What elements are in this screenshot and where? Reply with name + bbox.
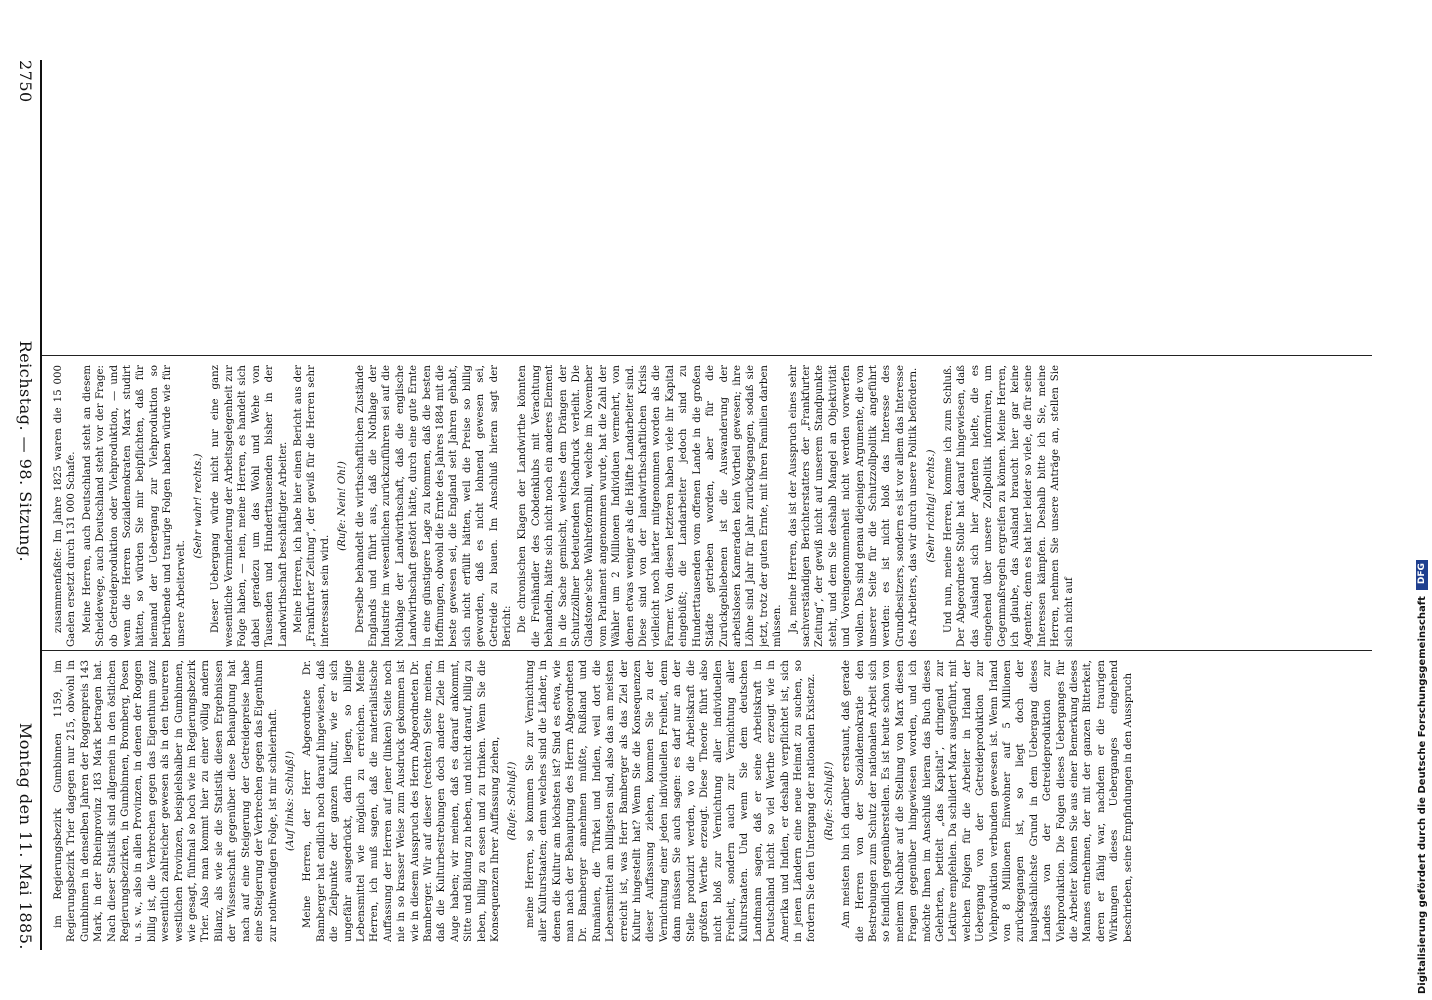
- paragraph: im Regierungsbezirk Gumbinnen 1159, im Regierungsbezirk Trier dagegen nur 215, obwohl in Gumbinnen in denselben Jahren der Roggenpreis 143 Mark, in der Rheinprovinz 183 Mark betragen hat. Nach dieser Statistik sind allgemein in den östlichen Regierungsbezirken, in Gumbinnen, Bromberg, Posen u. s. w., also in allen Provinzen, in denen der Roggen billig ist, die Verbrechen gegen das Eigenthum ganz wesentlich zahlreicher gewesen als in den theureren westlichen Provinzen, beispielshalber in Gumbinnen, wie gesagt, fünfmal so hoch wie im Regierungsbezirk Trier. Also man kommt hier zu einer völlig andern Bilanz, als wie sie die Statistik diesen Ergebnissen der Wissenschaft gegenüber diese Behauptung hat nach auf eine Steigerung der Getreidepreise habe eine Steigerung der Verbrechen gegen das Eigenthum zur nothwendigen Folge, ist mir schleierhaft.: [53, 660, 279, 942]
- paragraph: zusammenfaßte: Im Jahre 1825 waren die 15 000 Gaelen ersetzt durch 131 000 Schafe.: [53, 365, 78, 647]
- column-divider: [42, 355, 1372, 356]
- page-number: 2750: [16, 60, 36, 103]
- paragraph: (Auf links: Schluß!): [284, 751, 296, 851]
- text-column-middle: [52, 365, 1362, 647]
- paragraph: Derselbe behandelt die wirthschaftlichen Zustände Englands und führt aus, daß die Nothlage der Industrie im wesentlichen zurückzuführen sei auf die Nothlage der Landwirthschaft, daß die englische Landwirthschaft gestört hätte, durch eine gute Ernte in eine günstigere Lage zu kommen, daß die besten Hoffnungen, obwohl die Ernte des Jahres 1884 mit die beste gewesen sei, die England seit Jahren gehabt, sich nicht erfüllt hätten, weil die Preise so billig geworden, daß es nicht lohnend gewesen sei, Getreide zu bauen. Im Anschluß hieran sagt der Bericht:: [354, 365, 513, 647]
- paragraph: (Rufe: Schluß!): [823, 761, 835, 841]
- paragraph: (Rufe: Nein! Oh!): [337, 461, 349, 551]
- dfg-logo: DFG: [1416, 560, 1428, 590]
- column-divider: [42, 650, 1372, 651]
- paragraph: Meine Herren, der Herr Abgeordnete Dr. Bamberger hat endlich noch darauf hingewiesen, daß die Zielpunkte der ganzen Kultur, wie er sich ungefähr ausgedrückt, darin liegen, so billige Lebensmittel wie möglich zu erreichen. Meine Herren, ich muß sagen, daß die materialistische Auffassung der Herren auf jener (linken) Seite noch nie in so krasser Weise zum Ausdruck gekommen ist wie in diesem Ausspruch des Herrn Abgeordneten Dr. Bamberger. Wir auf dieser (rechten) Seite meinen, daß die Kulturbestrebungen doch andere Ziele im Auge haben; wir meinen, daß es darauf ankommt, Sitte und Bildung zu heben, und nicht darauf, billig zu leben, billig zu essen und zu trinken. Wenn Sie die Konsequenzen Ihrer Auffassung ziehen,: [302, 660, 501, 942]
- session-date: Montag den 11. Mai 1885.: [16, 722, 36, 950]
- paragraph: Dieser Uebergang würde nicht nur eine ganz wesentliche Verminderung der Arbeitsgelegenheit zur Folge haben, — nein, meine Herren, es handelt sich dabei geradezu um das Wohl und Wehe von Tausenden und Hunderttausenden bisher in der Landwirthschaft beschäftigter Arbeiter.: [210, 365, 289, 647]
- paragraph: meine Herren, so kommen Sie zur Vernichtung aller Kulturstaaten; denn welches sind die Länder, in denen die Kultur am höchsten ist? Sind es etwa, wie man nach der Behauptung des Herrn Abgeordneten Dr. Bamberger annehmen müßte, Rußland und Rumänien, die Türkei und Indien, weil dort die Lebensmittel am billigsten sind, also das am meisten erreicht ist, was Herr Bamberger als das Ziel der Kultur hingestellt hat? Wenn Sie die Konsequenzen dieser Auffassung ziehen, kommen Sie zu der Vernichtung einer jeden individuellen Freiheit, denn dann müssen Sie auch sagen: es darf nur an der Stelle produzirt werden, wo die Arbeitskraft die größten Werthe erzeugt. Diese Theorie führt also nicht bloß zur Vernichtung aller individuellen Freiheit, sondern auch zur Vernichtung aller Kulturstaaten. Und wenn Sie dem deutschen Landmann sagen, daß er seine Arbeitskraft in Deutschland nicht so viel Werthe erzeugt wie in Amerika und Indien, er deshalb verpflichtet ist, sich in jenen Ländern eine neue Heimat zu suchen, so fordern Sie den Untergang der nationalen Existenz.: [524, 660, 818, 942]
- paragraph: (Sehr wahr! rechts.): [193, 453, 205, 559]
- digitization-note: Digitalisierung gefördert durch die Deutsche Forschungsgemeinschaft: [1416, 596, 1428, 994]
- paragraph: (Rufe: Schluß!): [507, 761, 519, 841]
- paragraph: Am meisten bin ich darüber erstaunt, daß gerade die Herren von der Sozialdemokratie den Bestrebungen zum Schutz der nationalen Arbeit sich so feindlich gegenüberstellen. Es ist heute schon von meinem Nachbar auf die Stellung von Marx diesen Fragen gegenüber hingewiesen worden, und ich möchte Ihnen im Anschluß hieran das Buch dieses Gelehrten, betitelt „das Kapital“, dringend zur Lektüre empfehlen. Da schildert Marx ausgeführt, mit welchen Folgen für die Arbeiter in Irland der Uebergang von der Getreideproduktion zur Viehproduktion verbunden gewesen ist. Wenn Irland von 8 Millionen Einwohner auf 5 Millionen zurückgegangen ist, so liegt doch der hauptsächlichste Grund in dem Uebergang dieses Landes von der Getreideproduktion zur Viehproduktion. Die Folgen dieses Ueberganges für die Arbeiter können Sie aus einer Bemerkung dieses Mannes entnehmen, der mit der ganzen Bitterkeit, deren er fähig war, nachdem er die traurigen Wirkungen dieses Ueberganges eingehend beschrieben, seine Empfindungen in den Ausspruch: [841, 660, 1134, 942]
- paragraph: (Sehr richtig! rechts.): [925, 449, 937, 563]
- paragraph: Meine Herren, ich habe hier einen Bericht aus der „Frankfurter Zeitung“, der gewiß für die Herren sehr interessant sein wird.: [292, 365, 331, 647]
- page-header: [15, 60, 37, 950]
- digitization-footer: [1412, 0, 1432, 1000]
- paragraph: Die chronischen Klagen der Landwirthe könnten die Freihändler des Cobdenklubs mit Verachtung behandeln, hätte sich nicht noch ein anderes Element in die Sache gemischt, welches dem Drängen der Schutzzöllner bedeutenden Nachdruck verleiht. Die Gladstone'sche Wahlreformbill, welche im November vom Parlament angenommen wurde, hat die Zahl der Wähler um 2 Millionen Individuen vermehrt, von denen etwas weniger als die Hälfte Landarbeiter sind. Diese sind von der landwirthschaftlichen Krisis vielleicht noch härter mitgenommen worden als die Farmer. Von diesen letzteren haben viele ihr Kapital eingebüßt; die Landarbeiter jedoch sind zu Hunderttausenden vom offenen Lande in die großen Städte getrieben worden, aber für die Zurückgebliebenen ist die Auswanderung der arbeitslosen Kameraden kein Vortheil gewesen; ihre Löhne sind Jahr für Jahr zurückgegangen, sodaß sie jetzt, trotz der guten Ernte, mit ihren Familien darben müssen.: [517, 365, 784, 647]
- text-column-left: [52, 660, 1362, 942]
- session-title: Reichstag. — 98. Sitzung.: [16, 340, 36, 563]
- paragraph: Und nun, meine Herren, komme ich zum Schluß. Der Abgeordnete Stolle hat darauf hingewiesen, daß das Ausland sich hier Agenten hielte, die es eingehend über unsere Zollpolitik informiren, um Gegenmaßregeln ergreifen zu können. Meine Herren, ich glaube, das Ausland braucht hier gar keine Agenten; denn es hat hier leider so viele, die für seine Interessen kämpfen. Deshalb bitte ich Sie, meine Herren, nehmen Sie unsere Anträge an, stellen Sie sich nicht auf: [943, 365, 1075, 647]
- paragraph: Ja, meine Herren, das ist der Ausspruch eines sehr sachverständigen Berichterstatters der „Frankfurter Zeitung“, der gewiß nicht auf unserem Standpunkte steht, und dem Sie deshalb Mangel an Objektivität und Voreingenommenheit nicht werden vorwerfen wollen. Das sind genau diejenigen Argumente, die von unserer Seite für die Schutzzollpolitik angeführt werden: es ist nicht bloß das Interesse des Grundbesitzers, sondern es ist vor allem das Interesse des Arbeiters, das wir durch unsere Politik befördern.: [787, 365, 920, 647]
- paragraph: Meine Herren, auch Deutschland steht an diesem Scheidewege, auch Deutschland steht vor der Frage: ob Getreideproduktion oder Viehproduktion, — und wenn die Herren Sozialdemokraten Marx studirt hätten, so würden Sie mir beipflichten, daß für niemand der Uebergang zur Viehproduktion so betrübende und traurige Folgen haben würde wie für unsere Arbeiterwelt.: [81, 365, 187, 647]
- header-rule: [40, 60, 42, 950]
